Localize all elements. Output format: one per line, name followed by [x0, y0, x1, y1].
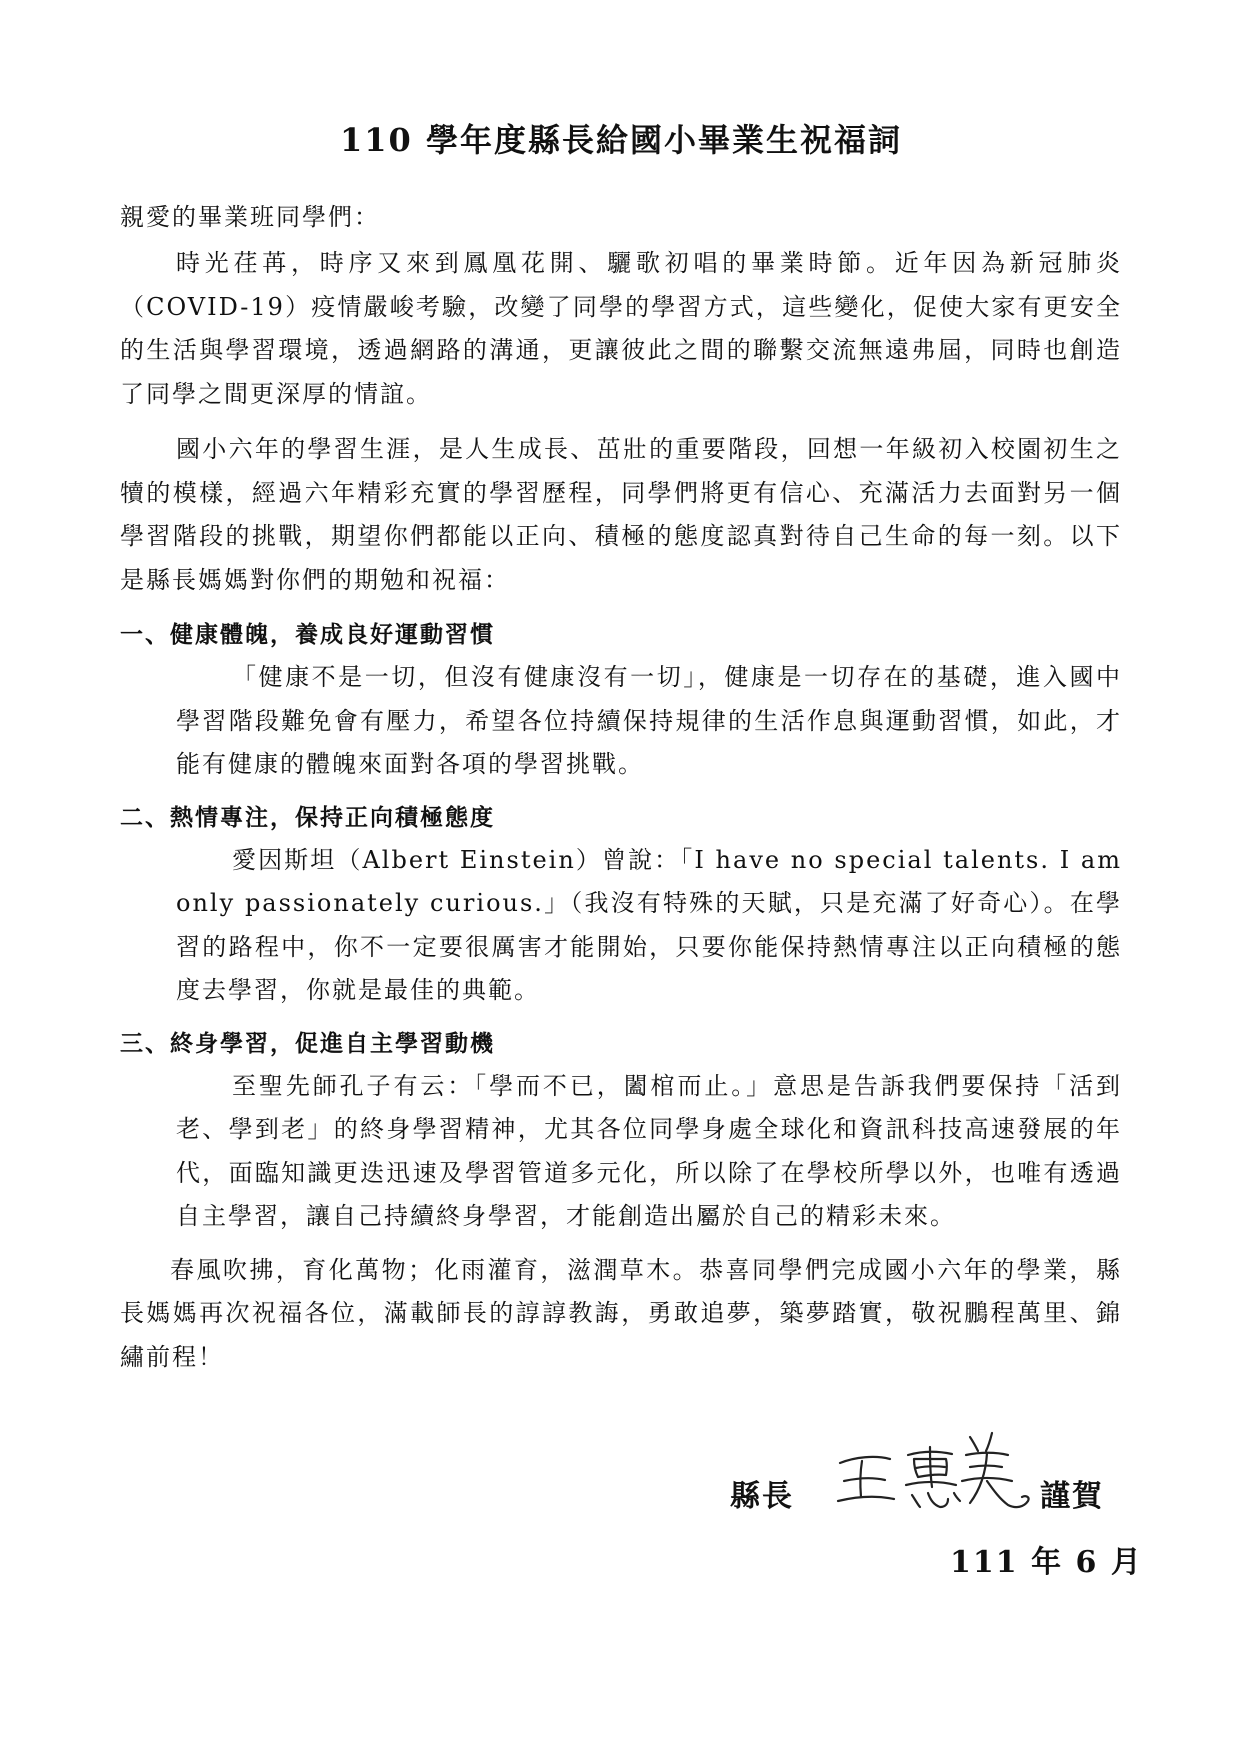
document-title: 110 學年度縣長給國小畢業生祝福詞 [340, 121, 902, 159]
letter-page [120, 118, 1122, 1379]
section-heading: 三、終身學習，促進自主學習動機 [120, 1030, 495, 1057]
section-body: 至聖先師孔子有云：「學而不已，闔棺而止。」意思是告訴我們要保持「活到老、學到老」的終身學習精神，尤其各位同學身處全球化和資訊科技高速發展的年代，面臨知識更迭迅速及學習管道多元化，所以除了在學校所學以外，也唯有透過自主學習，讓自己持續終身學習，才能創造出屬於自己的精彩未來。 [176, 1071, 1122, 1230]
congrats-text: 謹賀 [1040, 1479, 1104, 1514]
section-health [120, 614, 1122, 787]
section-heading: 二、熱情專注，保持正向積極態度 [120, 804, 495, 831]
section-passion [120, 797, 1122, 1013]
intro-paragraph-2: 國小六年的學習生涯，是人生成長、茁壯的重要階段，回想一年級初入校園初生之犢的模樣，經過六年精彩充實的學習歷程，同學們將更有信心、充滿活力去面對另一個學習階段的挑戰，期望你們都能以正向、積極的態度認真對待自己生命的每一刻。以下是縣長媽媽對你們的期勉和祝福： [120, 435, 1122, 594]
section-heading: 一、健康體魄，養成良好運動習慣 [120, 622, 495, 648]
closing-paragraph: 春風吹拂，育化萬物；化雨灌育，滋潤草木。恭喜同學們完成國小六年的學業，縣長媽媽再次祝福各位，滿載師長的諄諄教誨，勇敢追夢，築夢踏實，敬祝鵬程萬里、錦繡前程！ [120, 1255, 1122, 1371]
signer-title: 縣長 [730, 1479, 794, 1514]
handwritten-signature [830, 1425, 1040, 1515]
intro-paragraph-1: 時光荏苒，時序又來到鳳凰花開、驪歌初唱的畢業時節。近年因為新冠肺炎（COVID-19）疫情嚴峻考驗，改變了同學的學習方式，這些變化，促使大家有更安全的生活與學習環境，透過網路的溝通，更讓彼此之間的聯繫交流無遠弗屆，同時也創造了同學之間更深厚的情誼。 [120, 249, 1122, 408]
section-body: 愛因斯坦（Albert Einstein）曾說：「I have no special talents. I am only passionately curious.」（我沒有特殊的天賦，只是充滿了好奇心）。在學習的路程中，你不一定要很厲害才能開始，只要你能保持熱情專注以正向積極的態度去學習，你就是最佳的典範。 [176, 845, 1122, 1004]
signature-block [120, 1425, 1143, 1580]
section-lifelong-learning [120, 1023, 1122, 1239]
sign-date: 111 年 6 月 [950, 1545, 1143, 1580]
salutation: 親愛的畢業班同學們： [120, 203, 380, 231]
section-body: 「健康不是一切，但沒有健康沒有一切」，健康是一切存在的基礎，進入國中學習階段難免會有壓力，希望各位持續保持規律的生活作息與運動習慣，如此，才能有健康的體魄來面對各項的學習挑戰。 [176, 663, 1122, 778]
